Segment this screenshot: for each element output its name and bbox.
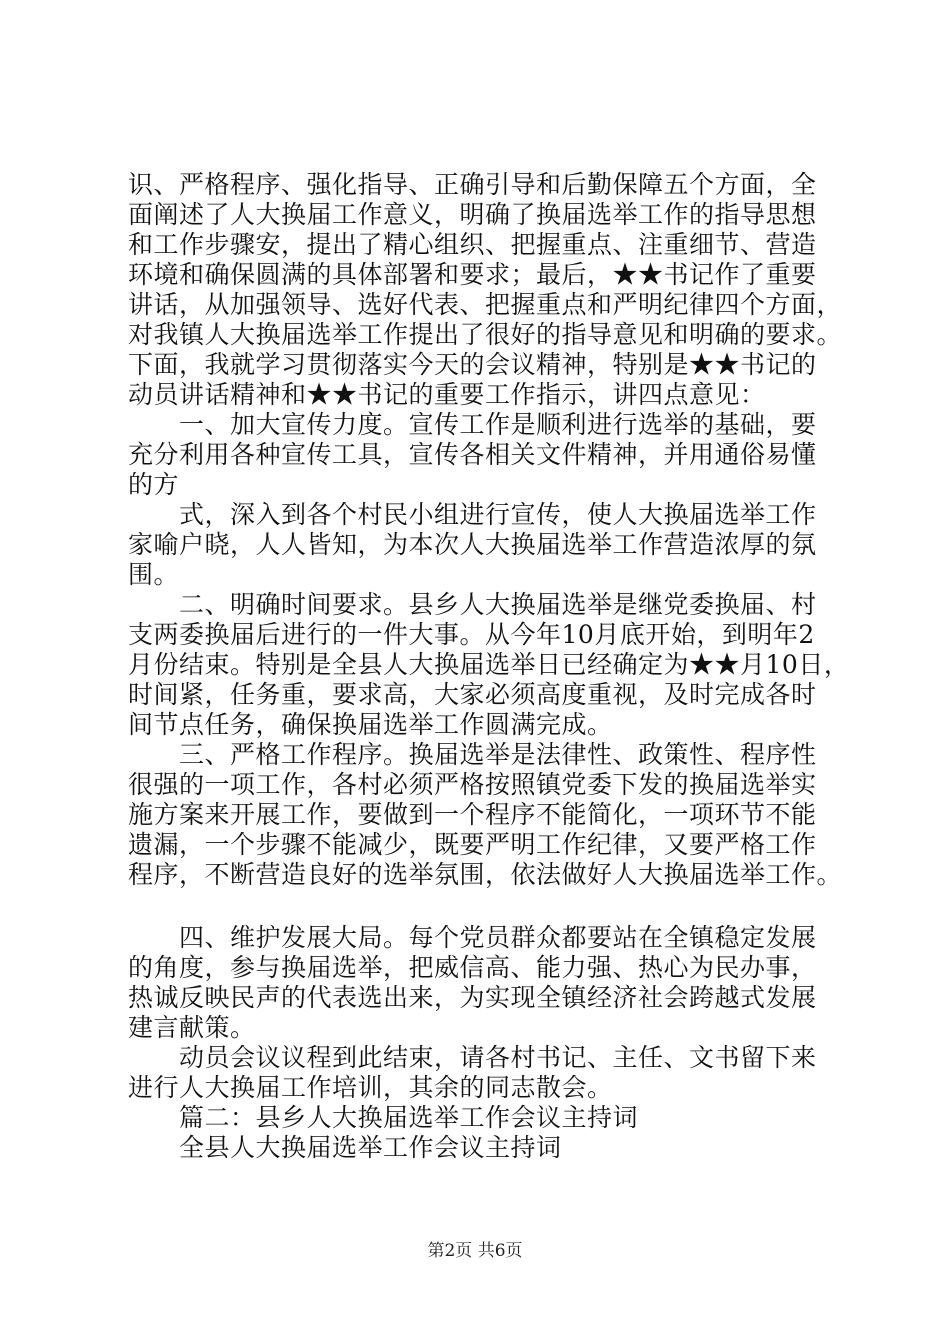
text-line: 式，深入到各个村民小组进行宣传，使人大换届选举工作	[128, 500, 817, 529]
text-line: 对我镇人大换届选举工作提出了很好的指导意见和明确的要求。	[128, 320, 843, 349]
text-line: 面阐述了人大换届工作意义，明确了换届选举工作的指导思想	[128, 200, 817, 229]
text-line: 讲话，从加强领导、选好代表、把握重点和严明纪律四个方面，	[128, 290, 843, 319]
text-line: 施方案来开展工作，要做到一个程序不能简化，一项环节不能	[128, 800, 817, 829]
text-line: 的角度，参与换届选举，把威信高、能力强、热心为民办事，	[128, 953, 817, 982]
text-line: 月份结束。特别是全县人大换届选举日已经确定为★★月10日，	[128, 650, 850, 679]
text-line: 间节点任务，确保换届选举工作圆满完成。	[128, 710, 613, 739]
text-line: 和工作步骤安，提出了精心组织、把握重点、注重细节、营造	[128, 230, 817, 259]
section-subheading: 全县人大换届选举工作会议主持词	[128, 1133, 562, 1162]
text-line: 围。	[128, 560, 180, 589]
text-line: 四、维护发展大局。每个党员群众都要站在全镇稳定发展	[128, 923, 817, 952]
text-line: 程序，不断营造良好的选举氛围，依法做好人大换届选举工作。	[128, 860, 843, 889]
text-line: 二、明确时间要求。县乡人大换届选举是继党委换届、村	[128, 590, 817, 619]
text-line: 环境和确保圆满的具体部署和要求；最后，★★书记作了重要	[128, 260, 817, 289]
text-line: 进行人大换届工作培训，其余的同志散会。	[128, 1073, 613, 1102]
text-line: 时间紧，任务重，要求高，大家必须高度重视，及时完成各时	[128, 680, 817, 709]
section-heading: 篇二：县乡人大换届选举工作会议主持词	[128, 1103, 639, 1132]
text-line: 下面，我就学习贯彻落实今天的会议精神，特别是★★书记的	[128, 350, 817, 379]
text-line: 一、加大宣传力度。宣传工作是顺利进行选举的基础，要	[128, 410, 817, 439]
text-line: 识、严格程序、强化指导、正确引导和后勤保障五个方面，全	[128, 170, 817, 199]
text-line: 动员会议议程到此结束，请各村书记、主任、文书留下来	[128, 1043, 817, 1072]
page-footer: 第2页 共6页	[427, 1241, 523, 1261]
text-line: 动员讲话精神和★★书记的重要工作指示，讲四点意见：	[128, 380, 766, 409]
blank-line	[128, 890, 858, 923]
text-line: 很强的一项工作，各村必须严格按照镇党委下发的换届选举实	[128, 770, 817, 799]
text-line: 支两委换届后进行的一件大事。从今年10月底开始，到明年2	[128, 620, 815, 649]
text-line: 建言献策。	[128, 1013, 256, 1042]
text-line: 热诚反映民声的代表选出来，为实现全镇经济社会跨越式发展	[128, 983, 817, 1012]
text-line: 遗漏，一个步骤不能减少，既要严明工作纪律，又要严格工作	[128, 830, 817, 859]
text-line: 三、严格工作程序。换届选举是法律性、政策性、程序性	[128, 740, 817, 769]
text-line: 的方	[128, 470, 180, 499]
document-body	[128, 170, 858, 1163]
text-line: 家喻户晓，人人皆知，为本次人大换届选举工作营造浓厚的氛	[128, 530, 817, 559]
text-line: 充分利用各种宣传工具，宣传各相关文件精神，并用通俗易懂	[128, 440, 817, 469]
